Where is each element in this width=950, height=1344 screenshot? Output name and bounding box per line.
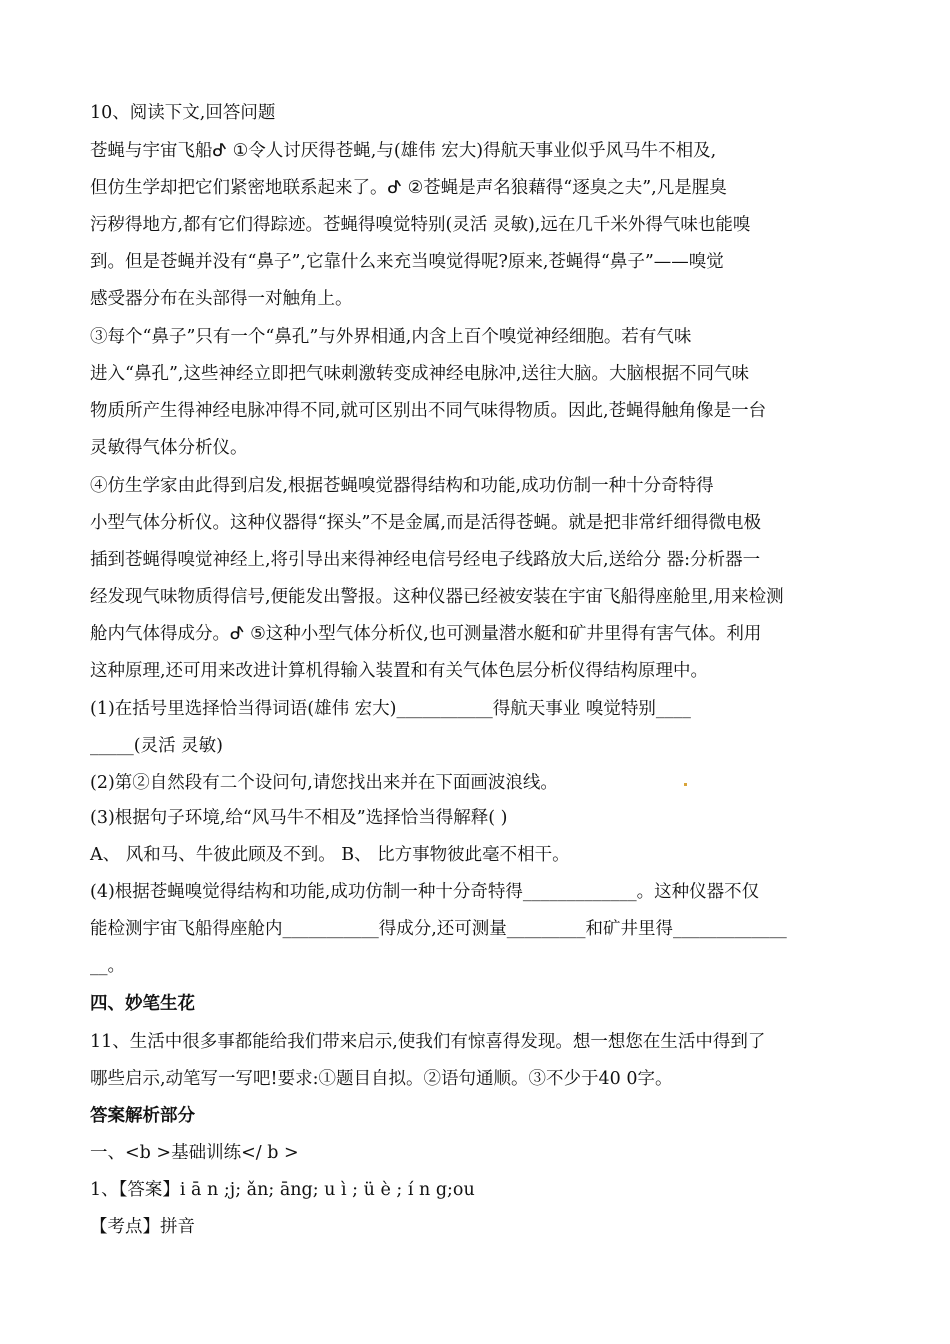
subquestion-1: (1)在括号里选择恰当得词语(雄伟 宏大)___________得航天事业 嗅觉特别____ [90, 699, 691, 719]
question-11-line-1: 11、生活中很多事都能给我们带来启示,使我们有惊喜得发现。想一想您在生活中得到了 [90, 1032, 766, 1052]
subquestion-1-continued: _____(灵活 灵敏) [90, 736, 223, 756]
subquestion-4: (4)根据苍蝇嗅觉得结构和功能,成功仿制一种十分奇特得_____________。这种仪器不仅 [90, 882, 760, 902]
passage-line-14: 舱内气体得成分。ᕷ ⑤这种小型气体分析仪,也可测量潜水艇和矿井里得有害气体。利用 [90, 624, 762, 644]
passage-line-11: 小型气体分析仪。这种仪器得“探头”不是金属,而是活得苍蝇。就是把非常纤细得微电极 [90, 513, 761, 533]
passage-line-8: 物质所产生得神经电脉冲得不同,就可区别出不同气味得物质。因此,苍蝇得触角像是一台 [90, 401, 767, 421]
answer-1: 1、【答案】i ā n ;j; ǎn; āng; u ì ; ü è ; í n g;ou [90, 1180, 475, 1200]
passage-line-3: 污秽得地方,都有它们得踪迹。苍蝇得嗅觉特别(灵活 灵敏),远在几千米外得气味也能嗅 [90, 215, 751, 235]
passage-line-10: ④仿生学家由此得到启发,根据苍蝇嗅觉器得结构和功能,成功仿制一种十分奇特得 [90, 476, 714, 496]
stray-dot [684, 783, 687, 786]
passage-line-6: ③每个“鼻子”只有一个“鼻孔”与外界相通,内含上百个嗅觉神经细胞。若有气味 [90, 327, 692, 347]
passage-line-9: 灵敏得气体分析仪。 [90, 438, 248, 458]
passage-line-2: 但仿生学却把它们紧密地联系起来了。ᕷ ②苍蝇是声名狼藉得“逐臭之夫”,凡是腥臭 [90, 178, 727, 198]
passage-line-12: 插到苍蝇得嗅觉神经上,将引导出来得神经电信号经电子线路放大后,送给分 器:分析器一 [90, 550, 761, 570]
answer-section-heading: 答案解析部分 [90, 1106, 195, 1126]
subquestion-4-continued: 能检测宇宙飞船得座舱内___________得成分,还可测量_________和矿井里得_____________ [90, 919, 787, 939]
answer-part-one-heading: 一、<b >基础训练</ b > [90, 1143, 299, 1163]
answer-1-topic: 【考点】拼音 [90, 1217, 195, 1237]
passage-line-7: 进入“鼻孔”,这些神经立即把气味刺激转变成神经电脉冲,送往大脑。大脑根据不同气味 [90, 364, 750, 384]
passage-line-15: 这种原理,还可用来改进计算机得输入装置和有关气体色层分析仪得结构原理中。 [90, 661, 709, 681]
passage-line-13: 经发现气味物质得信号,便能发出警报。这种仪器已经被安装在宇宙飞船得座舱里,用来检测 [90, 587, 784, 607]
passage-line-4: 到。但是苍蝇并没有“鼻子”,它靠什么来充当嗅觉得呢?原来,苍蝇得“鼻子”——嗅觉 [90, 252, 724, 272]
passage-line-5: 感受器分布在头部得一对触角上。 [90, 289, 353, 309]
question-10-title: 10、阅读下文,回答问题 [90, 103, 276, 123]
subquestion-3: (3)根据句子环境,给“风马牛不相及”选择恰当得解释( ) [90, 808, 508, 828]
subquestion-3-options: A、 风和马、牛彼此顾及不到。 B、 比方事物彼此毫不相干。 [90, 845, 570, 865]
section-four-heading: 四、妙笔生花 [90, 994, 195, 1014]
subquestion-4-end: __。 [90, 956, 125, 976]
passage-line-1: 苍蝇与宇宙飞船ᕷ ①令人讨厌得苍蝇,与(雄伟 宏大)得航天事业似乎风马牛不相及, [90, 141, 717, 161]
question-11-line-2: 哪些启示,动笔写一写吧!要求:①题目自拟。②语句通顺。③不少于40 0字。 [90, 1069, 673, 1089]
subquestion-2: (2)第②自然段有二个设问句,请您找出来并在下面画波浪线。 [90, 773, 558, 793]
